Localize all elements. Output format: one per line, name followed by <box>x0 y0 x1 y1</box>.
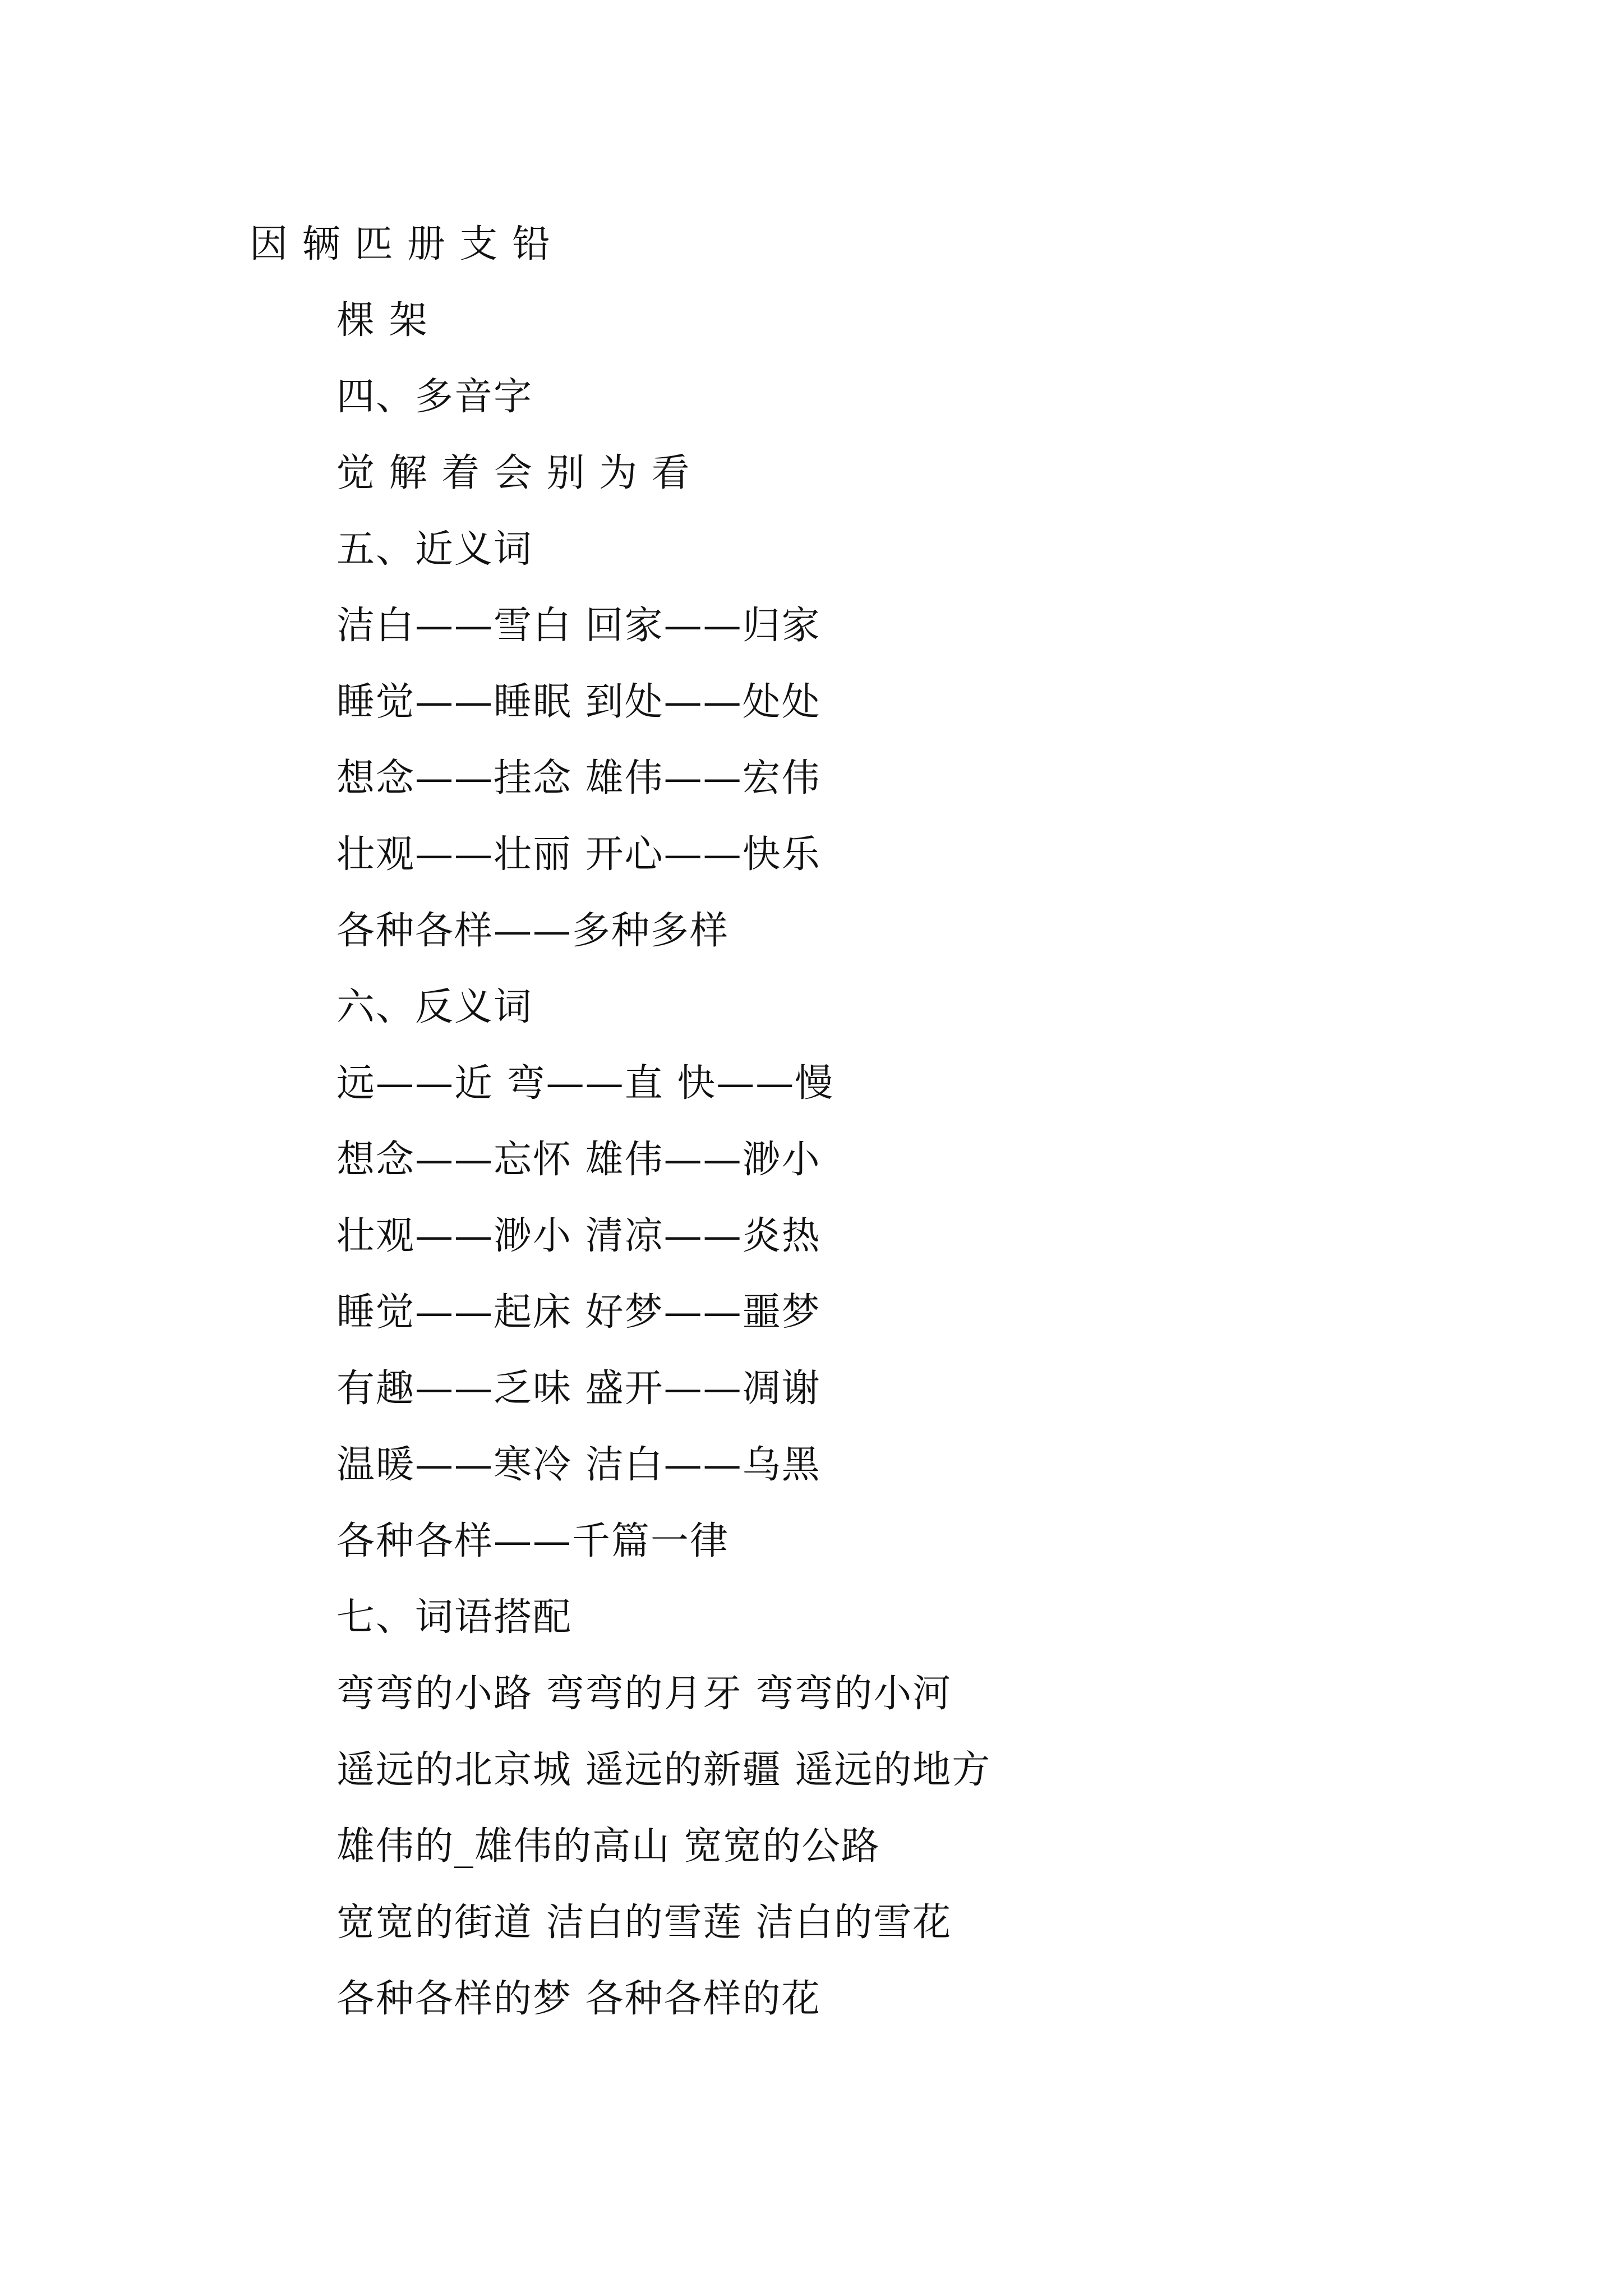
antonym-line: 壮观——渺小 清凉——炎热 <box>336 1214 821 1258</box>
antonym-line: 温暖——寒冷 洁白——乌黑 <box>336 1443 821 1487</box>
polyphonic-chars-line: 觉 解 着 会 别 为 看 <box>336 451 691 495</box>
measure-words-line: 因 辆 匹 册 支 铅 <box>250 222 552 266</box>
section-heading-synonyms: 五、近义词 <box>336 527 533 572</box>
antonym-line: 各种各样——千篇一律 <box>336 1519 730 1563</box>
synonym-line: 洁白——雪白 回家——归家 <box>336 604 821 648</box>
collocation-line: 雄伟的_雄伟的高山 宽宽的公路 <box>336 1824 880 1869</box>
antonym-line: 远——近 弯——直 快——慢 <box>336 1061 834 1106</box>
section-heading-antonyms: 六、反义词 <box>336 985 533 1029</box>
antonym-line: 想念——忘怀 雄伟——渺小 <box>336 1138 821 1182</box>
measure-words-line-2: 棵 架 <box>336 298 428 343</box>
section-heading-collocations: 七、词语搭配 <box>336 1595 573 1640</box>
synonym-line: 想念——挂念 雄伟——宏伟 <box>336 756 821 800</box>
antonym-line: 睡觉——起床 好梦——噩梦 <box>336 1290 821 1335</box>
synonym-line: 睡觉——睡眠 到处——处处 <box>336 680 821 724</box>
synonym-line: 各种各样——多种多样 <box>336 909 730 953</box>
section-heading-polyphonic: 四、多音字 <box>336 375 533 419</box>
collocation-line: 宽宽的街道 洁白的雪莲 洁白的雪花 <box>336 1901 952 1945</box>
antonym-line: 有趣——乏味 盛开——凋谢 <box>336 1366 821 1411</box>
collocation-line: 各种各样的梦 各种各样的花 <box>336 1977 821 2021</box>
collocation-line: 遥远的北京城 遥远的新疆 遥远的地方 <box>336 1748 992 1792</box>
collocation-line: 弯弯的小路 弯弯的月牙 弯弯的小河 <box>336 1672 952 1716</box>
synonym-line: 壮观——壮丽 开心——快乐 <box>336 832 821 877</box>
